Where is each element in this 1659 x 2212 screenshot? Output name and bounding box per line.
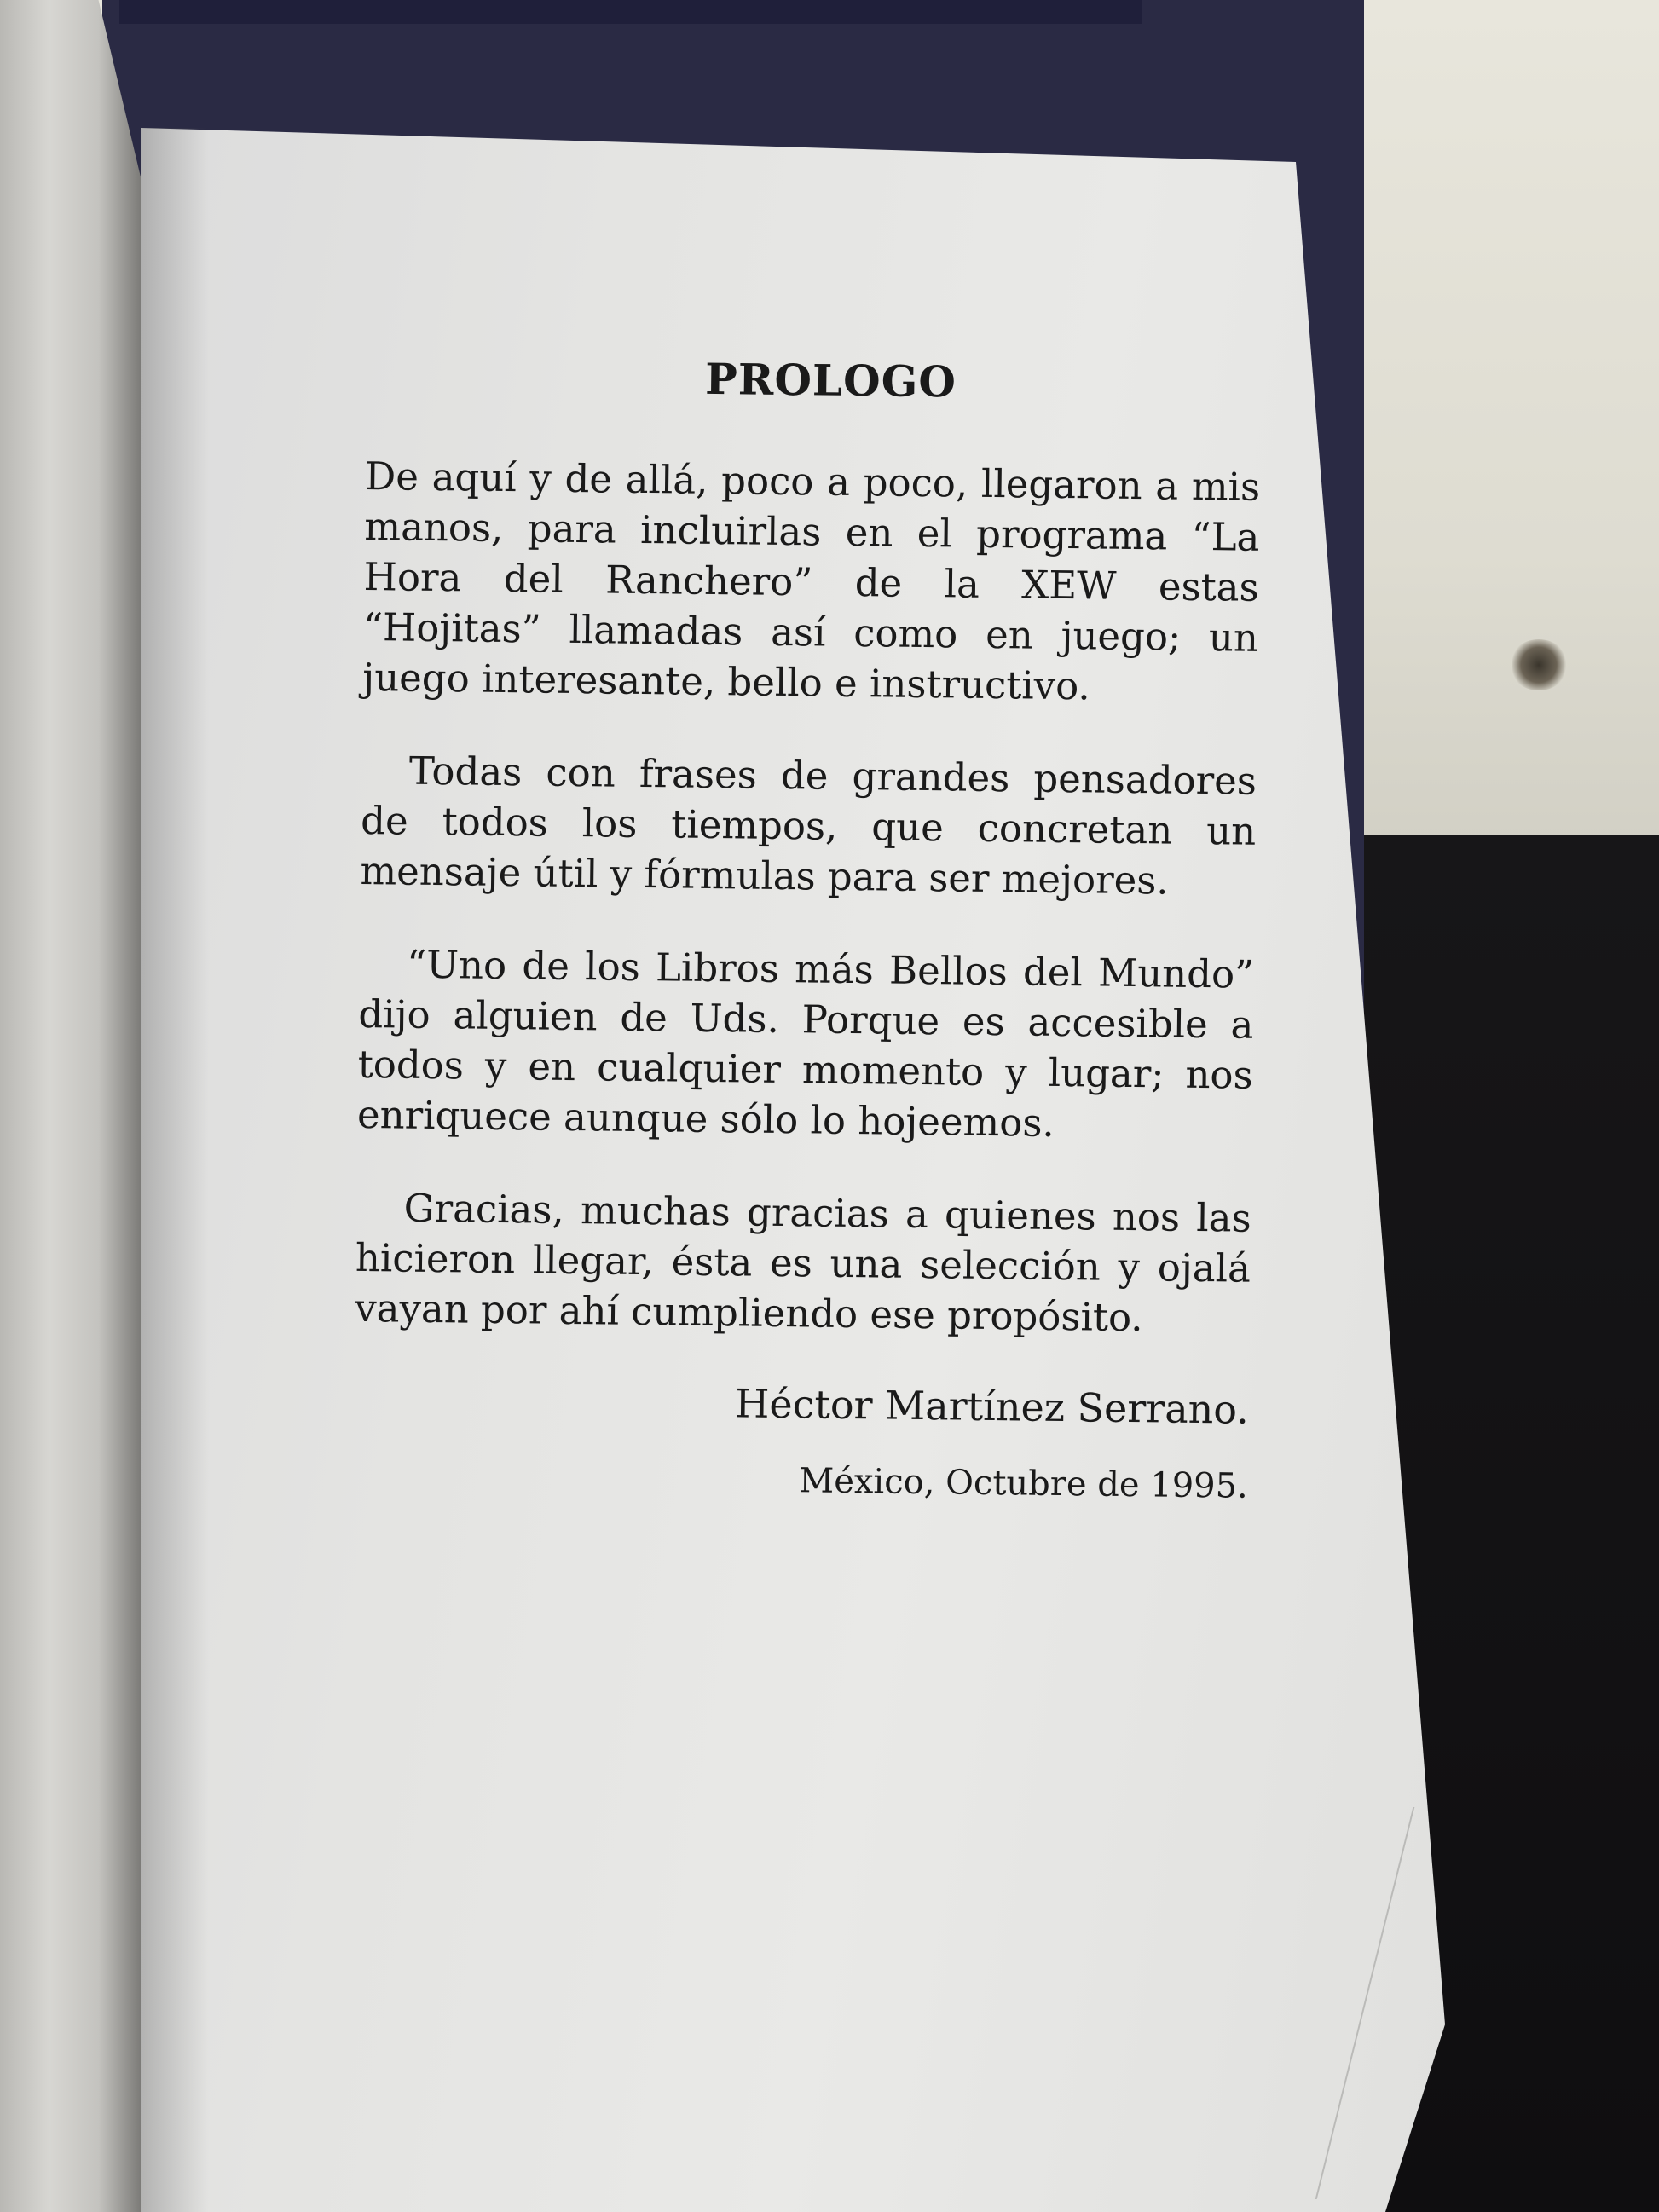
paragraph-3: “Uno de los Libros más Bellos del Mundo” dijo alguien de Uds. Porque es accesible a todos y en cualquier momento y lugar; nos enriquece aunque sólo lo hojeemos. (356, 941, 1255, 1146)
wall-stain (1509, 639, 1569, 690)
book-top-edge (119, 0, 1142, 24)
page-content (353, 349, 1262, 1506)
page-title: PROLOGO (704, 353, 957, 407)
place-date: México, Octubre de 1995. (798, 1461, 1249, 1506)
author-signature: Héctor Martínez Serrano. (735, 1380, 1250, 1433)
paragraph-4: Gracias, muchas gracias a quienes nos las hicieron llegar, ésta es una selección y ojalá vayan por ahí cumpliendo ese propósito. (354, 1185, 1251, 1341)
page-gutter-shadow (141, 128, 209, 2212)
previous-page-edge (0, 0, 141, 2212)
paragraph-1: De aquí y de allá, poco a poco, llegaron a mis manos, para incluirlas en el programa “La Hora del Ranchero” de la XEW estas “Hojitas” llamadas así como en juego; un juego interesante, bello e instructivo. (361, 453, 1261, 709)
paragraph-2: Todas con frases de grandes pensadores de todos los tiempos, que concretan un mensaje útil y fórmulas para ser mejores. (360, 748, 1257, 904)
